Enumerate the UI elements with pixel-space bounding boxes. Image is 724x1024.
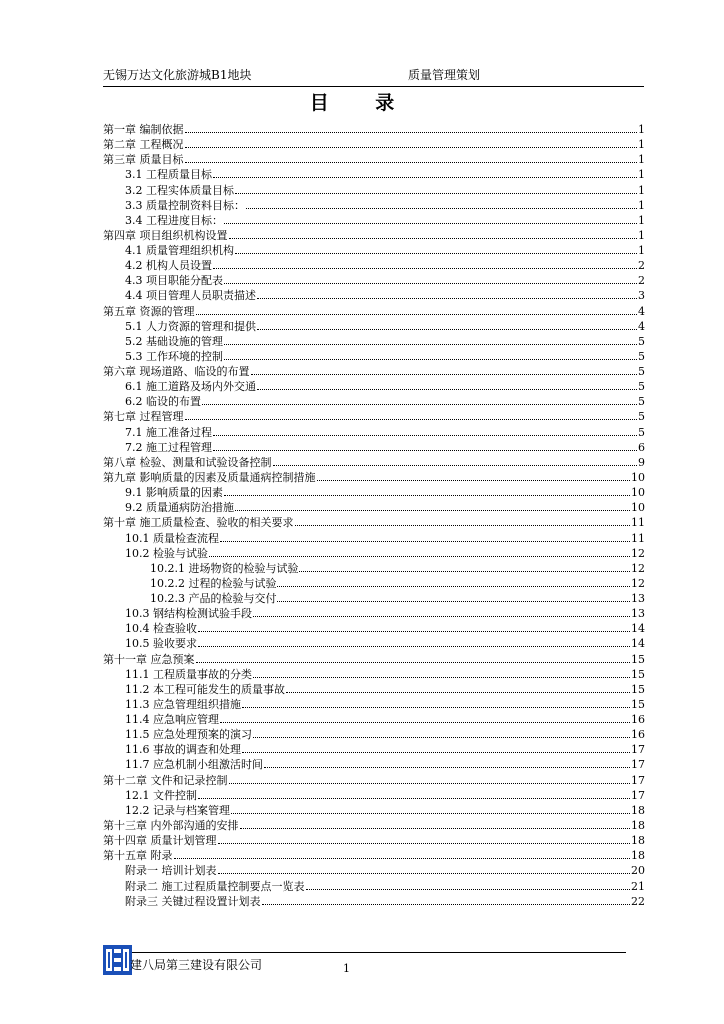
toc-entry-title: 10.2.2 过程的检验与试验 [150, 577, 277, 590]
toc-entry-title: 第十章 施工质量检查、验收的相关要求 [103, 516, 294, 529]
footer-page-number: 1 [343, 962, 350, 975]
toc-entry[interactable] [150, 575, 645, 590]
toc-dot-leader [229, 783, 631, 784]
toc-dot-leader [242, 707, 630, 708]
toc-entry-title: 3.1 工程质量目标 [125, 168, 212, 181]
toc-entry-title: 第十三章 内外部沟通的安排 [103, 819, 239, 832]
toc-entry-page: 17 [631, 758, 645, 771]
toc-entry-title: 第五章 资源的管理 [103, 305, 195, 318]
toc-dot-leader [229, 238, 638, 239]
toc-entry-title: 11.1 工程质量事故的分类 [125, 668, 252, 681]
toc-dot-leader [213, 435, 637, 436]
toc-dot-leader [196, 662, 631, 663]
toc-entry-title: 3.2 工程实体质量目标 [125, 184, 234, 197]
toc-entry[interactable] [125, 287, 645, 302]
toc-entry-title: 10.1 质量检查流程 [125, 532, 219, 545]
toc-entry-title: 11.4 应急响应管理 [125, 713, 219, 726]
toc-dot-leader [299, 571, 630, 572]
toc-dot-leader [257, 389, 637, 390]
toc-dot-leader [220, 541, 630, 542]
toc-entry-page: 5 [638, 426, 645, 439]
toc-entry[interactable] [125, 166, 645, 181]
toc-entry-title: 第三章 质量目标 [103, 153, 184, 166]
toc-entry[interactable] [103, 469, 645, 484]
toc-dot-leader [185, 162, 638, 163]
toc-entry-title: 6.1 施工道路及场内外交通 [125, 380, 256, 393]
toc-entry-title: 11.3 应急管理组织措施 [125, 698, 241, 711]
toc-entry-page: 17 [631, 789, 645, 802]
toc-entry-title: 11.5 应急处理预案的演习 [125, 728, 252, 741]
toc-entry[interactable] [125, 696, 645, 711]
toc-dot-leader [174, 858, 631, 859]
toc-dot-leader [185, 132, 638, 133]
toc-entry-title: 11.7 应急机制小组激活时间 [125, 758, 263, 771]
toc-dot-leader [251, 374, 638, 375]
toc-entry-title: 12.1 文件控制 [125, 789, 197, 802]
toc-entry-title: 3.3 质量控制资料目标： [125, 199, 245, 212]
toc-dot-leader [218, 873, 631, 874]
toc-entry-page: 20 [631, 864, 645, 877]
toc-entry[interactable] [125, 484, 645, 499]
toc-dot-leader [246, 208, 637, 209]
toc-dot-leader [218, 843, 631, 844]
toc-dot-leader [213, 450, 637, 451]
toc-entry[interactable] [125, 378, 645, 393]
toc-dot-leader [235, 253, 637, 254]
toc-entry-title: 12.2 记录与档案管理 [125, 804, 230, 817]
toc-entry[interactable] [125, 605, 645, 620]
toc-entry-page: 6 [638, 441, 645, 454]
toc-entry-page: 5 [638, 410, 645, 423]
toc-entry-title: 7.2 施工过程管理 [125, 441, 212, 454]
toc-entry-page: 10 [631, 471, 645, 484]
toc-entry[interactable] [125, 893, 645, 908]
toc-entry[interactable] [125, 635, 645, 650]
toc-entry[interactable] [125, 862, 645, 877]
toc-dot-leader [277, 601, 630, 602]
toc-dot-leader [262, 904, 631, 905]
toc-entry-title: 第十五章 附录 [103, 849, 173, 862]
toc-dot-leader [273, 465, 638, 466]
toc-entry[interactable] [125, 878, 645, 893]
toc-entry-page: 17 [631, 743, 645, 756]
toc-dot-leader [240, 828, 631, 829]
toc-dot-leader [253, 677, 630, 678]
toc-entry[interactable] [103, 227, 645, 242]
toc-entry-title: 4.4 项目管理人员职责描述 [125, 289, 256, 302]
toc-entry[interactable] [125, 318, 645, 333]
header-document-title: 质量管理策划 [408, 68, 481, 82]
toc-dot-leader [185, 147, 638, 148]
toc-entry-page: 21 [631, 880, 645, 893]
toc-dot-leader [213, 177, 637, 178]
toc-entry[interactable] [125, 242, 645, 257]
toc-dot-leader [224, 283, 637, 284]
toc-entry-title: 第二章 工程概况 [103, 138, 184, 151]
toc-entry[interactable] [125, 681, 645, 696]
footer-company-name: 建八局第三建设有限公司 [130, 958, 263, 972]
toc-entry[interactable] [103, 772, 645, 787]
toc-entry-page: 1 [638, 199, 645, 212]
toc-dot-leader [185, 419, 638, 420]
toc-entry-page: 1 [638, 153, 645, 166]
toc-entry-page: 11 [631, 532, 645, 545]
toc-entry-page: 9 [638, 456, 645, 469]
toc-dot-leader [253, 737, 630, 738]
toc-entry-page: 1 [638, 184, 645, 197]
toc-entry-page: 4 [638, 305, 645, 318]
toc-entry-title: 5.2 基础设施的管理 [125, 335, 223, 348]
toc-entry[interactable] [125, 348, 645, 363]
toc-entry-page: 10 [631, 501, 645, 514]
toc-entry[interactable] [125, 711, 645, 726]
toc-entry-title: 附录三 关键过程设置计划表 [125, 895, 261, 908]
toc-entry-page: 13 [631, 607, 645, 620]
header-project-name: 无锡万达文化旅游城B1地块 [103, 68, 252, 82]
toc-dot-leader [224, 223, 637, 224]
toc-entry[interactable] [125, 741, 645, 756]
toc-entry-page: 14 [631, 637, 645, 650]
toc-entry[interactable] [125, 333, 645, 348]
toc-dot-leader [220, 722, 630, 723]
toc-entry-page: 12 [631, 562, 645, 575]
toc-entry-page: 5 [638, 395, 645, 408]
toc-entry[interactable] [103, 136, 645, 151]
toc-entry-page: 2 [638, 274, 645, 287]
toc-entry-title: 10.3 钢结构检测试验手段 [125, 607, 252, 620]
toc-entry-page: 18 [631, 834, 645, 847]
toc-dot-leader [198, 631, 630, 632]
toc-entry-page: 18 [631, 849, 645, 862]
toc-dot-leader [224, 344, 637, 345]
toc-entry-title: 第九章 影响质量的因素及质量通病控制措施 [103, 471, 316, 484]
toc-entry[interactable] [125, 787, 645, 802]
toc-entry-page: 5 [638, 380, 645, 393]
toc-entry-page: 15 [631, 653, 645, 666]
toc-entry-title: 4.3 项目职能分配表 [125, 274, 223, 287]
toc-dot-leader [235, 510, 630, 511]
toc-entry-page: 11 [631, 516, 645, 529]
toc-entry-page: 5 [638, 350, 645, 363]
toc-dot-leader [253, 616, 630, 617]
toc-entry[interactable] [103, 832, 645, 847]
toc-entry[interactable] [103, 454, 645, 469]
toc-dot-leader [196, 314, 638, 315]
toc-dot-leader [286, 692, 630, 693]
toc-entry[interactable] [150, 590, 645, 605]
toc-entry[interactable] [125, 272, 645, 287]
toc-entry-page: 1 [638, 214, 645, 227]
toc-entry[interactable] [103, 151, 645, 166]
toc-entry-page: 5 [638, 335, 645, 348]
toc-entry-page: 16 [631, 728, 645, 741]
toc-dot-leader [198, 646, 630, 647]
toc-entry[interactable] [103, 363, 645, 378]
toc-entry-title: 6.2 临设的布置 [125, 395, 201, 408]
toc-entry-page: 16 [631, 713, 645, 726]
toc-entry-title: 11.2 本工程可能发生的质量事故 [125, 683, 285, 696]
toc-entry-title: 第十四章 质量计划管理 [103, 834, 217, 847]
toc-entry-title: 3.4 工程进度目标： [125, 214, 223, 227]
toc-entry-title: 第一章 编制依据 [103, 123, 184, 136]
toc-entry-title: 第十二章 文件和记录控制 [103, 774, 228, 787]
toc-entry-page: 12 [631, 547, 645, 560]
toc-entry[interactable] [125, 802, 645, 817]
toc-entry[interactable] [125, 545, 645, 560]
toc-dot-leader [242, 752, 630, 753]
toc-entry-page: 14 [631, 622, 645, 635]
toc-entry[interactable] [125, 726, 645, 741]
toc-entry[interactable] [125, 666, 645, 681]
company-logo-icon [103, 945, 132, 975]
header-divider [103, 86, 644, 87]
toc-entry-title: 第四章 项目组织机构设置 [103, 229, 228, 242]
toc-title: 目 录 [309, 92, 415, 114]
toc-entry-page: 13 [631, 592, 645, 605]
toc-entry-title: 10.2 检验与试验 [125, 547, 208, 560]
toc-entry-title: 5.1 人力资源的管理和提供 [125, 320, 256, 333]
toc-entry-page: 15 [631, 683, 645, 696]
toc-dot-leader [264, 767, 630, 768]
toc-entry[interactable] [125, 756, 645, 771]
toc-entry-title: 10.4 检查验收 [125, 622, 197, 635]
page-header [103, 66, 644, 84]
toc-entry-page: 3 [638, 289, 645, 302]
toc-dot-leader [295, 525, 631, 526]
toc-entry[interactable] [103, 408, 645, 423]
toc-dot-leader [231, 813, 630, 814]
toc-dot-leader [224, 495, 630, 496]
toc-entry[interactable] [103, 514, 645, 529]
toc-entry-title: 4.2 机构人员设置 [125, 259, 212, 272]
toc-entry-title: 附录二 施工过程质量控制要点一览表 [125, 880, 305, 893]
toc-entry[interactable] [125, 499, 645, 514]
toc-entry-page: 18 [631, 804, 645, 817]
toc-entry[interactable] [125, 212, 645, 227]
toc-entry-title: 附录一 培训计划表 [125, 864, 217, 877]
toc-entry[interactable] [103, 847, 645, 862]
toc-entry-page: 1 [638, 229, 645, 242]
toc-entry[interactable] [125, 620, 645, 635]
toc-entry-title: 第六章 现场道路、临设的布置 [103, 365, 250, 378]
toc-entry-title: 7.1 施工准备过程 [125, 426, 212, 439]
toc-entry-title: 第七章 过程管理 [103, 410, 184, 423]
toc-dot-leader [257, 298, 637, 299]
toc-entry-page: 10 [631, 486, 645, 499]
toc-entry-title: 10.2.3 产品的检验与交付 [150, 592, 277, 605]
toc-entry[interactable] [103, 651, 645, 666]
toc-entry-page: 1 [638, 168, 645, 181]
toc-entry[interactable] [150, 560, 645, 575]
toc-entry-title: 第八章 检验、测量和试验设备控制 [103, 456, 272, 469]
toc-dot-leader [209, 556, 630, 557]
toc-entry-title: 10.5 验收要求 [125, 637, 197, 650]
footer-divider [123, 952, 626, 953]
toc-entry-page: 12 [631, 577, 645, 590]
toc-entry[interactable] [103, 303, 645, 318]
toc-entry[interactable] [125, 197, 645, 212]
toc-dot-leader [213, 268, 637, 269]
toc-entry-page: 4 [638, 320, 645, 333]
toc-entry-title: 10.2.1 进场物资的检验与试验 [150, 562, 299, 575]
toc-entry-title: 11.6 事故的调查和处理 [125, 743, 241, 756]
toc-entry[interactable] [125, 182, 645, 197]
toc-dot-leader [198, 798, 630, 799]
toc-entry-page: 15 [631, 668, 645, 681]
toc-dot-leader [317, 480, 631, 481]
toc-entry-page: 5 [638, 365, 645, 378]
toc-entry[interactable] [125, 439, 645, 454]
toc-entry[interactable] [125, 424, 645, 439]
toc-entry[interactable] [125, 257, 645, 272]
toc-entry[interactable] [103, 817, 645, 832]
toc-entry[interactable] [125, 530, 645, 545]
toc-entry-title: 5.3 工作环境的控制 [125, 350, 223, 363]
toc-dot-leader [235, 193, 637, 194]
toc-entry-page: 18 [631, 819, 645, 832]
toc-entry-page: 1 [638, 244, 645, 257]
toc-entry[interactable] [103, 121, 645, 136]
toc-entry-page: 1 [638, 123, 645, 136]
toc-dot-leader [277, 586, 630, 587]
toc-dot-leader [224, 359, 637, 360]
toc-entry-page: 17 [631, 774, 645, 787]
toc-entry-title: 4.1 质量管理组织机构 [125, 244, 234, 257]
toc-entry[interactable] [125, 393, 645, 408]
toc-entry-title: 第十一章 应急预案 [103, 653, 195, 666]
toc-entry-title: 9.1 影响质量的因素 [125, 486, 223, 499]
toc-entry-page: 22 [631, 895, 645, 908]
toc-entry-title: 9.2 质量通病防治措施 [125, 501, 234, 514]
toc-dot-leader [257, 329, 637, 330]
toc-dot-leader [306, 889, 631, 890]
toc-entry-page: 2 [638, 259, 645, 272]
toc-entry-page: 15 [631, 698, 645, 711]
toc-entry-page: 1 [638, 138, 645, 151]
toc-dot-leader [202, 404, 637, 405]
